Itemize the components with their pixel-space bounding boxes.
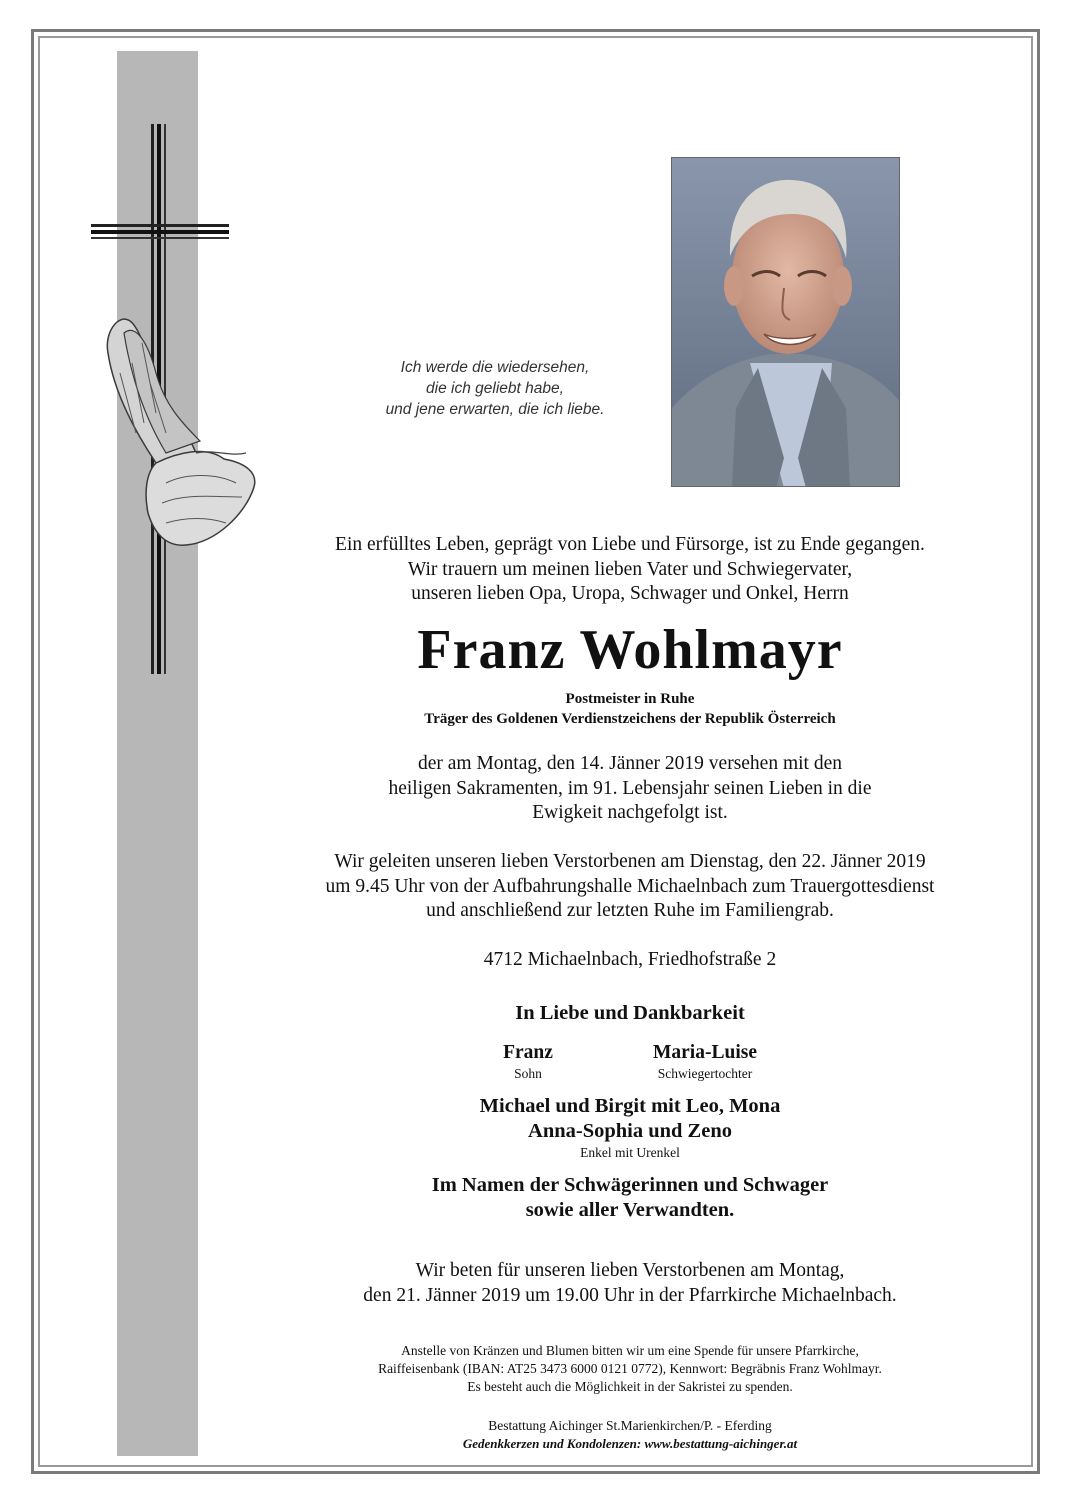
- dil-name: Maria-Luise: [653, 1042, 757, 1063]
- funeral-line: Wir geleiten unseren lieben Verstorbenen am Dienstag, den 22. Jänner 2019: [334, 851, 926, 872]
- death-notice-line: heiligen Sakramenten, im 91. Lebensjahr seinen Lieben in die: [388, 777, 872, 799]
- quote-text: [340, 357, 650, 420]
- deceased-title-2: Träger des Goldenen Verdienstzeichens der Republik Österreich: [424, 711, 836, 727]
- donation-notice: [250, 1342, 1010, 1396]
- relatives-line-1: Im Namen der Schwägerinnen und Schwager: [431, 1174, 829, 1196]
- quote-line: die ich geliebt habe,: [426, 380, 564, 397]
- son-name: Franz: [503, 1042, 553, 1063]
- grandchildren: [250, 1094, 1010, 1162]
- funeral-line: und anschließend zur letzten Ruhe im Familiengrab.: [426, 900, 834, 921]
- intro-text: [250, 533, 1010, 607]
- intro-line: unseren lieben Opa, Uropa, Schwager und Onkel, Herrn: [411, 583, 849, 604]
- undertaker-web: Gedenkkerzen und Kondolenzen: www.bestattung-aichinger.at: [462, 1436, 798, 1451]
- donation-line: Es besteht auch die Möglichkeit in der Sakristei zu spenden.: [467, 1379, 793, 1394]
- death-notice: [250, 752, 1010, 826]
- funeral-line: um 9.45 Uhr von der Aufbahrungshalle Michaelnbach zum Trauergottesdienst: [325, 875, 935, 897]
- grandchildren-role: Enkel mit Urenkel: [580, 1145, 680, 1160]
- prayer-line: den 21. Jänner 2019 um 19.00 Uhr in der Pfarrkirche Michaelnbach.: [363, 1284, 897, 1306]
- death-notice-line: Ewigkeit nachgefolgt ist.: [532, 802, 728, 823]
- relatives-line-2: sowie aller Verwandten.: [525, 1199, 735, 1221]
- deceased-titles: [250, 689, 1010, 729]
- dil-role: Schwiegertochter: [657, 1066, 753, 1081]
- portrait-image: [672, 158, 900, 487]
- death-notice-line: der am Montag, den 14. Jänner 2019 versehen mit den: [417, 753, 842, 774]
- donation-line: Anstelle von Kränzen und Blumen bitten wir um eine Spende für unsere Pfarrkirche,: [401, 1343, 859, 1358]
- relatives: [250, 1173, 1010, 1223]
- praying-hands-icon: [96, 313, 261, 553]
- son-role: Sohn: [514, 1066, 542, 1081]
- family-member-daughter-in-law: [620, 1040, 790, 1083]
- family-heading: In Liebe und Dankbarkeit: [515, 1002, 745, 1024]
- prayer-notice: [250, 1259, 1010, 1308]
- undertaker-info: [250, 1417, 1010, 1453]
- grandchildren-line-2: Anna-Sophia und Zeno: [528, 1120, 732, 1142]
- undertaker-name: Bestattung Aichinger St.Marienkirchen/P. - Eferding: [488, 1418, 772, 1433]
- grandchildren-line-1: Michael und Birgit mit Leo, Mona: [479, 1095, 781, 1117]
- intro-line: Wir trauern um meinen lieben Vater und Schwiegervater,: [407, 558, 853, 580]
- deceased-title-1: Postmeister in Ruhe: [565, 691, 695, 707]
- family-member-son: [470, 1040, 586, 1083]
- quote-line: Ich werde die wiedersehen,: [400, 359, 590, 376]
- funeral-notice: [250, 850, 1010, 924]
- intro-line: Ein erfülltes Leben, geprägt von Liebe und Fürsorge, ist zu Ende gegangen.: [335, 534, 925, 555]
- portrait-photo: [671, 157, 900, 487]
- prayer-line: Wir beten für unseren lieben Verstorbenen am Montag,: [415, 1260, 845, 1281]
- quote-line: und jene erwarten, die ich liebe.: [385, 401, 605, 418]
- deceased-name: Franz Wohlmayr: [417, 619, 843, 681]
- donation-line: Raiffeisenbank (IBAN: AT25 3473 6000 0121 0772), Kennwort: Begräbnis Franz Wohlmayr.: [378, 1361, 882, 1376]
- address: 4712 Michaelnbach, Friedhofstraße 2: [483, 949, 777, 970]
